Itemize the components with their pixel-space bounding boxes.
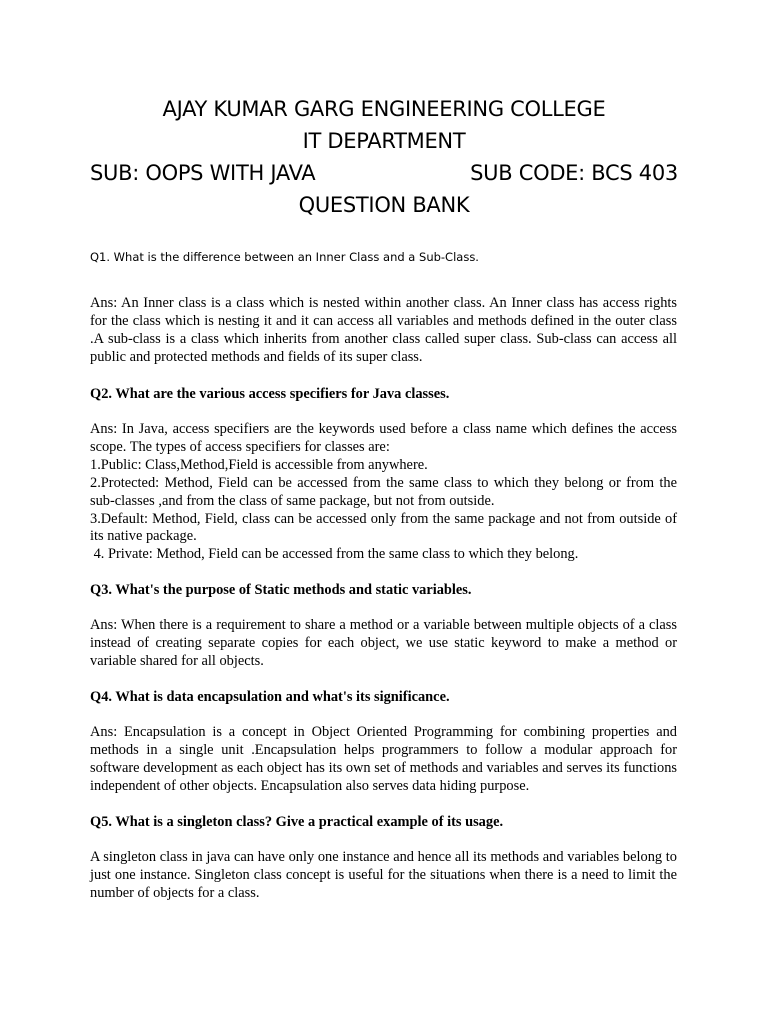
answer-2-item-private: 4. Private: Method, Field can be accessed from the same class to which they belong. — [90, 546, 579, 563]
question-3: Q3. What's the purpose of Static methods and static variables. — [90, 582, 472, 598]
answer-2-item-protected: 2.Protected: Method, Field can be accessed from the same class to which they belong or from the sub-classes ,and from the class of same package, but not from outside. — [90, 474, 677, 509]
answer-2-intro: Ans: In Java, access specifiers are the keywords used before a class name which defines the access scope. The types of access specifiers for classes are: — [90, 421, 677, 455]
document-header — [90, 93, 678, 221]
subject-code: SUB CODE: BCS 403 — [470, 161, 678, 185]
answer-2 — [90, 421, 677, 564]
answer-5: A singleton class in java can have only one instance and hence all its methods and variables belong to just one instance. Singleton class concept is useful for the situations when there is a need to limit the number of objects for a class. — [90, 849, 677, 901]
department-name: IT DEPARTMENT — [302, 129, 466, 153]
answer-1: Ans: An Inner class is a class which is nested within another class. An Inner class has access rights for the class which is nesting it and it can access all variables and methods defined in the outer class .A sub-class is a class which inherits from another class called super class. Sub-class can access all public and protected methods and fields of its super class. — [90, 295, 677, 365]
subject-line — [90, 157, 678, 189]
answer-2-item-default: 3.Default: Method, Field, class can be accessed only from the same package and not from outside of its native package. — [90, 510, 677, 545]
question-2: Q2. What are the various access specifiers for Java classes. — [90, 386, 450, 402]
college-name: AJAY KUMAR GARG ENGINEERING COLLEGE — [162, 97, 606, 121]
document-title: QUESTION BANK — [298, 193, 470, 217]
question-1: Q1. What is the difference between an Inner Class and a Sub-Class. — [90, 250, 479, 264]
subject-name: SUB: OOPS WITH JAVA — [90, 161, 316, 185]
question-5: Q5. What is a singleton class? Give a practical example of its usage. — [90, 814, 504, 830]
answer-3: Ans: When there is a requirement to share a method or a variable between multiple objects of a class instead of creating separate copies for each object, we use static keyword to make a method or variable shared for all objects. — [90, 617, 677, 669]
answer-2-item-public: 1.Public: Class,Method,Field is accessible from anywhere. — [90, 456, 428, 473]
question-4: Q4. What is data encapsulation and what's its significance. — [90, 689, 450, 705]
answer-4: Ans: Encapsulation is a concept in Object Oriented Programming for combining properties and methods in a single unit .Encapsulation helps programmers to follow a modular approach for software development as each object has its own set of methods and variables and serves its functions independent of other objects. Encapsulation also serves data hiding purpose. — [90, 724, 677, 794]
